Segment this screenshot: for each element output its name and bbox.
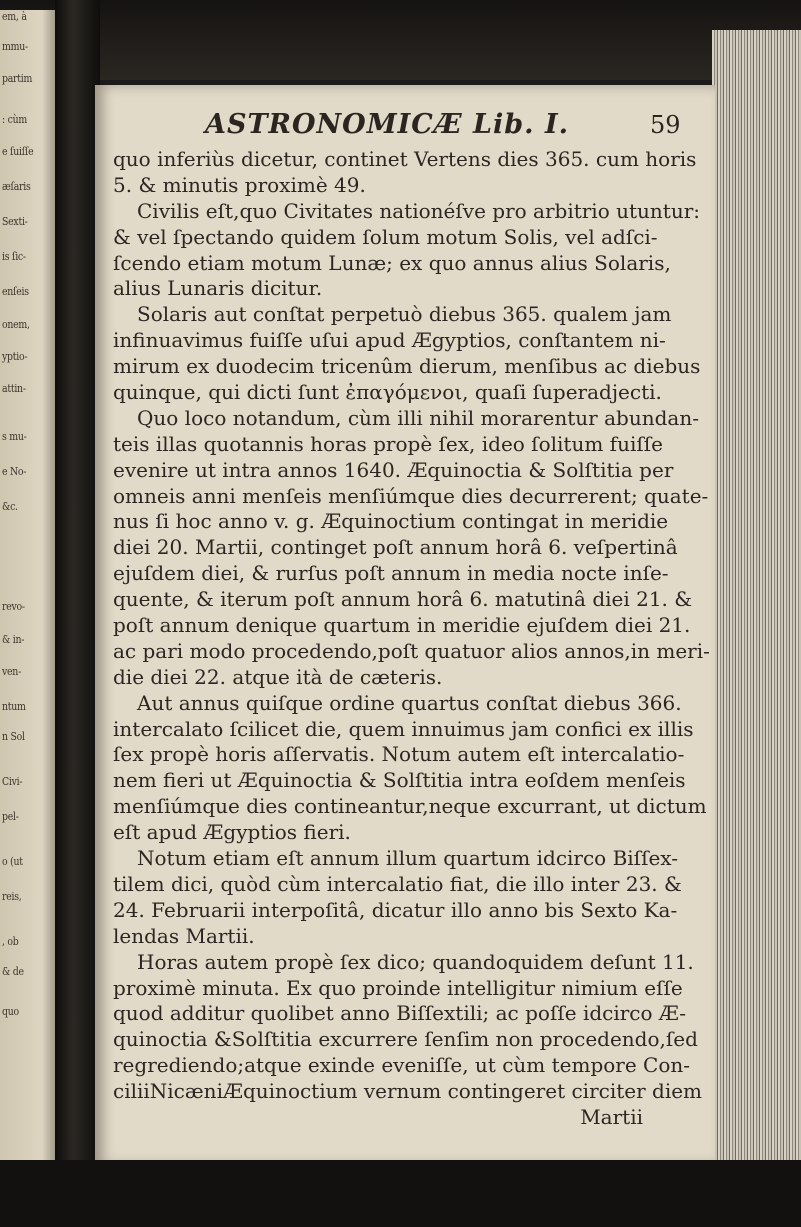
facing-page-fragment: is ſic- — [2, 250, 26, 263]
facing-page-fragment: æſaris — [2, 180, 31, 193]
text-line: poſt annum denique quartum in meridie ejuſdem diei 21. — [113, 613, 691, 638]
text-line: ſcendo etiam motum Lunæ; ex quo annus alius Solaris, — [113, 250, 671, 275]
facing-page-fragment: Sexti- — [2, 215, 28, 228]
facing-page-fragment: s mu- — [2, 430, 27, 443]
text-line: quod additur quolibet anno Biſſextili; ac poſſe idcirco Æ- — [113, 1001, 687, 1026]
facing-page-fragment: ven- — [2, 665, 21, 678]
text-line: proximè minuta. Ex quo proinde intelligitur nimium eſſe — [113, 975, 683, 1000]
body-text — [113, 147, 710, 1131]
facing-page-fragment: e No- — [2, 465, 27, 478]
text-line: quinoctia &Solſtitia excurrere ſenſim non procedendo,ſed — [113, 1027, 698, 1052]
facing-page-fragment: revo- — [2, 600, 25, 613]
text-line: nem fieri ut Æquinoctia & Solſtitia intra eoſdem menſeis — [113, 768, 686, 793]
text-line: & vel ſpectando quidem ſolum motum Solis, vel adſci- — [113, 224, 658, 249]
text-line: Horas autem propè ſex dico; quandoquidem deſunt 11. — [137, 949, 694, 974]
text-line: quo inferiùs dicetur, continet Vertens dies 365. cum horis — [113, 147, 697, 171]
facing-page-fragment: em, à — [2, 10, 27, 23]
facing-page-fragment: attin- — [2, 382, 26, 395]
page-edges-stack — [712, 30, 801, 1160]
text-line: alius Lunaris dicitur. — [113, 276, 323, 301]
facing-page-fragment: yptio- — [2, 350, 28, 363]
text-line: evenire ut intra annos 1640. Æquinoctia & Solſtitia per — [113, 457, 674, 482]
text-line: Quo loco notandum, cùm illi nihil morarentur abundan- — [137, 405, 699, 430]
text-line: ſex propè horis aſſervatis. Notum autem eſt intercalatio- — [113, 742, 685, 767]
facing-page-fragment: & in- — [2, 633, 25, 646]
facing-page-fragment: o (ut — [2, 855, 23, 868]
text-line: ejuſdem diei, & rurſus poſt annum in media nocte inſe- — [113, 561, 669, 586]
running-head: ASTRONOMICÆ Lib. I. — [205, 109, 569, 140]
text-line: regrediendo;atque exinde eveniſſe, ut cùm tempore Con- — [113, 1053, 691, 1078]
facing-page-edge — [0, 10, 60, 1160]
book-gutter — [55, 0, 100, 1227]
text-line: Solaris aut conſtat perpetuò diebus 365. qualem jam — [137, 302, 672, 327]
facing-page-fragment: Civi- — [2, 775, 23, 788]
facing-page-fragment: n Sol — [2, 730, 25, 743]
facing-page-fragment: quo — [2, 1005, 19, 1018]
catchword: Martii — [580, 1104, 643, 1129]
text-line: Notum etiam eſt annum illum quartum idcirco Biſſex- — [137, 846, 678, 871]
text-line: quente, & iterum poſt annum horâ 6. matutinâ diei 21. & — [113, 587, 693, 612]
facing-page-fragment: partim — [2, 72, 33, 85]
scan-background-top — [0, 0, 801, 80]
text-line: infinuavimus fuiſſe uſui apud Ægyptios, conſtantem ni- — [113, 328, 666, 353]
book-page — [95, 85, 715, 1165]
text-line: die diei 22. atque ità de cæteris. — [113, 664, 443, 689]
facing-page-fragment: mmu- — [2, 40, 28, 53]
text-line: intercalato ſcilicet die, quem innuimus jam confici ex illis — [113, 716, 694, 741]
text-line: nus ſi hoc anno v. g. Æquinoctium contingat in meridie — [113, 509, 669, 534]
text-line: menſiúmque dies contineantur,neque excurrant, ut dictum — [113, 794, 707, 819]
text-line: omneis anni menſeis menſiúmque dies decurrerent; quate- — [113, 483, 709, 508]
text-line: 24. Februarii interpoſitâ, dicatur illo anno bis Sexto Ka- — [113, 897, 678, 922]
facing-page-fragment: &c. — [2, 500, 18, 513]
text-line: quinque, qui dicti ſunt ἐπαγόμενοι, quaſi ſuperadjecti. — [113, 380, 662, 405]
scan-background-bottom — [0, 1160, 801, 1227]
text-line: lendas Martii. — [113, 923, 255, 948]
facing-page-fragment: reis, — [2, 890, 22, 903]
text-line: 5. & minutis proximè 49. — [113, 172, 366, 197]
text-line: mirum ex duodecim tricenûm dierum, menſibus ac diebus — [113, 354, 701, 379]
facing-page-fragment: , ob — [2, 935, 19, 948]
facing-page-fragment: : cùm — [2, 113, 27, 126]
text-line: ciliiNicæniÆquinoctium vernum contingeret circiter diem — [113, 1079, 703, 1104]
text-line: teis illas quotannis horas propè ſex, ideo ſolitum fuiſſe — [113, 431, 663, 456]
text-line: Civilis eſt,quo Civitates nationéſve pro arbitrio utuntur: — [137, 198, 700, 223]
facing-page-fragment: & de — [2, 965, 24, 978]
facing-page-fragment: enſeis — [2, 285, 29, 298]
text-line: ac pari modo procedendo,poſt quatuor alios annos,in meri- — [113, 638, 710, 663]
facing-page-fragment: e ſuiſſe — [2, 145, 34, 158]
text-line: Aut annus quiſque ordine quartus conſtat diebus 366. — [137, 690, 682, 715]
facing-page-fragment: pel- — [2, 810, 19, 823]
text-line: eſt apud Ægyptios fieri. — [113, 820, 351, 845]
facing-page-fragment: ntum — [2, 700, 26, 713]
page-number: 59 — [650, 111, 681, 139]
text-line: tilem dici, quòd cùm intercalatio fiat, die illo inter 23. & — [113, 871, 682, 896]
text-line: diei 20. Martii, continget poſt annum horâ 6. veſpertinâ — [113, 535, 678, 560]
facing-page-fragment: onem, — [2, 318, 30, 331]
